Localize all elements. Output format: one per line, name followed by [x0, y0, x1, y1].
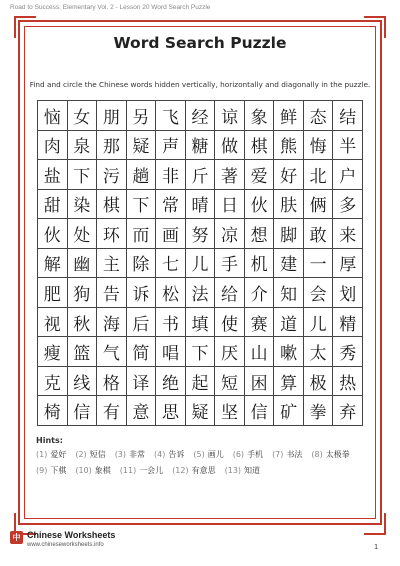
grid-cell[interactable]: 简	[127, 337, 157, 367]
hint-word: 太极拳	[325, 450, 350, 459]
corner-ornament-bottom-right	[364, 513, 386, 535]
grid-cell[interactable]: 染	[68, 190, 98, 220]
grid-cell[interactable]: 填	[186, 308, 216, 338]
hint-word: 手机	[247, 450, 264, 459]
grid-cell[interactable]: 极	[304, 367, 334, 397]
grid-cell[interactable]: 一	[304, 249, 334, 279]
grid-cell[interactable]: 山	[245, 337, 275, 367]
grid-cell[interactable]: 厌	[215, 337, 245, 367]
hint-item	[233, 450, 263, 460]
hint-number: (12)	[172, 466, 189, 475]
grid-cell[interactable]: 书	[156, 308, 186, 338]
grid-cell[interactable]: 另	[127, 101, 157, 131]
grid-cell[interactable]: 日	[215, 190, 245, 220]
hints-list	[36, 450, 366, 476]
grid-cell[interactable]: 篮	[68, 337, 98, 367]
grid-cell[interactable]: 脚	[274, 219, 304, 249]
grid-cell[interactable]: 给	[215, 278, 245, 308]
hint-number: (6)	[232, 450, 245, 459]
grid-cell[interactable]: 秋	[68, 308, 98, 338]
grid-cell[interactable]: 精	[333, 308, 363, 338]
page-title: Word Search Puzzle	[113, 34, 287, 52]
grid-cell[interactable]: 努	[186, 219, 216, 249]
hint-number: (9)	[36, 466, 48, 475]
hint-item	[154, 450, 184, 460]
grid-cell[interactable]: 唱	[156, 337, 186, 367]
grid-cell[interactable]: 下	[127, 190, 157, 220]
grid-cell[interactable]: 后	[127, 308, 157, 338]
grid-cell[interactable]: 气	[97, 337, 127, 367]
grid-cell[interactable]: 译	[127, 367, 157, 397]
hint-number: (5)	[193, 450, 205, 459]
grid-cell[interactable]: 非	[156, 160, 186, 190]
grid-cell[interactable]: 线	[68, 367, 98, 397]
grid-cell[interactable]: 北	[304, 160, 334, 190]
grid-cell[interactable]: 有	[97, 396, 127, 426]
grid-cell[interactable]: 结	[333, 101, 363, 131]
grid-cell[interactable]: 椅	[38, 396, 68, 426]
instruction-text: Find and circle the Chinese words hidden vertically, horizontally and diagonally in the puzzle.	[29, 80, 371, 89]
hint-number: (1)	[36, 450, 48, 459]
grid-cell[interactable]: 象	[245, 101, 275, 131]
grid-cell[interactable]: 常	[156, 190, 186, 220]
grid-cell[interactable]: 熊	[274, 131, 304, 161]
grid-cell[interactable]: 嗽	[274, 337, 304, 367]
hint-number: (4)	[154, 450, 166, 459]
grid-cell[interactable]: 解	[38, 249, 68, 279]
grid-cell[interactable]: 机	[245, 249, 275, 279]
grid-cell[interactable]: 信	[68, 396, 98, 426]
hint-number: (11)	[119, 466, 137, 475]
grid-cell[interactable]: 短	[215, 367, 245, 397]
grid-cell[interactable]: 谅	[215, 101, 245, 131]
grid-cell[interactable]: 多	[333, 190, 363, 220]
grid-cell[interactable]: 恼	[38, 101, 68, 131]
grid-cell[interactable]: 秀	[333, 337, 363, 367]
grid-cell[interactable]: 棋	[245, 131, 275, 161]
grid-cell[interactable]: 主	[97, 249, 127, 279]
grid-cell[interactable]: 半	[333, 131, 363, 161]
hints-heading: Hints:	[36, 436, 63, 445]
grid-cell[interactable]: 那	[97, 131, 127, 161]
grid-cell[interactable]: 爱	[245, 160, 275, 190]
grid-cell[interactable]: 俩	[304, 190, 334, 220]
grid-cell[interactable]: 处	[68, 219, 98, 249]
grid-cell[interactable]: 态	[304, 101, 334, 131]
grid-cell[interactable]: 瘦	[38, 337, 68, 367]
grid-cell[interactable]: 晴	[186, 190, 216, 220]
grid-cell[interactable]: 疑	[186, 396, 216, 426]
grid-cell[interactable]: 诉	[127, 278, 157, 308]
hint-word: 告诉	[168, 450, 185, 459]
hint-number: (10)	[75, 466, 92, 475]
grid-cell[interactable]: 飞	[156, 101, 186, 131]
hint-item	[272, 450, 302, 460]
hint-word: 书法	[286, 450, 303, 459]
hint-word: 一会儿	[139, 466, 164, 475]
grid-cell[interactable]: 肤	[274, 190, 304, 220]
grid-cell[interactable]: 肉	[38, 131, 68, 161]
grid-cell[interactable]: 视	[38, 308, 68, 338]
grid-cell[interactable]: 肥	[38, 278, 68, 308]
grid-cell[interactable]: 趟	[127, 160, 157, 190]
grid-cell[interactable]: 拳	[304, 396, 334, 426]
grid-cell[interactable]: 著	[215, 160, 245, 190]
hint-item	[75, 450, 105, 460]
grid-cell[interactable]: 好	[274, 160, 304, 190]
hint-item	[36, 450, 66, 460]
hint-word: 短信	[89, 450, 106, 459]
grid-cell[interactable]: 弃	[333, 396, 363, 426]
grid-cell[interactable]: 克	[38, 367, 68, 397]
grid-cell[interactable]: 坚	[215, 396, 245, 426]
grid-cell[interactable]: 狗	[68, 278, 98, 308]
grid-cell[interactable]: 思	[156, 396, 186, 426]
brand-logo-icon: 中	[10, 531, 23, 544]
grid-cell[interactable]: 告	[97, 278, 127, 308]
page-number: 1	[374, 544, 378, 551]
grid-cell[interactable]: 户	[333, 160, 363, 190]
hint-item	[120, 466, 163, 476]
grid-cell[interactable]: 儿	[304, 308, 334, 338]
grid-cell[interactable]: 手	[215, 249, 245, 279]
grid-cell[interactable]: 算	[274, 367, 304, 397]
grid-cell[interactable]: 格	[97, 367, 127, 397]
grid-cell[interactable]: 困	[245, 367, 275, 397]
hint-item	[311, 450, 349, 460]
grid-cell[interactable]: 下	[68, 160, 98, 190]
grid-cell[interactable]: 想	[245, 219, 275, 249]
grid-cell[interactable]: 女	[68, 101, 98, 131]
grid-cell[interactable]: 来	[333, 219, 363, 249]
grid-cell[interactable]: 声	[156, 131, 186, 161]
grid-cell[interactable]: 凉	[215, 219, 245, 249]
grid-cell[interactable]: 法	[186, 278, 216, 308]
grid-cell[interactable]: 污	[97, 160, 127, 190]
grid-cell[interactable]: 七	[156, 249, 186, 279]
grid-cell[interactable]: 除	[127, 249, 157, 279]
grid-cell[interactable]: 伙	[38, 219, 68, 249]
grid-cell[interactable]: 疑	[127, 131, 157, 161]
grid-cell[interactable]: 太	[304, 337, 334, 367]
grid-cell[interactable]: 画	[156, 219, 186, 249]
hint-item	[193, 450, 223, 460]
grid-cell[interactable]: 建	[274, 249, 304, 279]
hint-number: (2)	[75, 450, 87, 459]
grid-cell[interactable]: 使	[215, 308, 245, 338]
hint-word: 下棋	[50, 466, 67, 475]
grid-cell[interactable]: 而	[127, 219, 157, 249]
word-search-grid	[37, 100, 363, 426]
footer-url: www.chineseworksheets.info	[27, 542, 104, 548]
grid-cell[interactable]: 儿	[186, 249, 216, 279]
grid-cell[interactable]: 介	[245, 278, 275, 308]
grid-cell[interactable]: 厚	[333, 249, 363, 279]
hint-word: 象棋	[94, 466, 111, 475]
grid-cell[interactable]: 划	[333, 278, 363, 308]
grid-cell[interactable]: 鲜	[274, 101, 304, 131]
grid-cell[interactable]: 盐	[38, 160, 68, 190]
footer-brand: Chinese Worksheets	[27, 530, 116, 540]
hint-word: 画儿	[207, 450, 224, 459]
grid-cell[interactable]: 热	[333, 367, 363, 397]
hint-item	[36, 466, 66, 476]
hint-word: 知道	[244, 466, 261, 475]
hint-number: (7)	[272, 450, 284, 459]
document-header: Road to Success: Elementary Vol. 2 - Lesson 20 Word Search Puzzle	[10, 4, 211, 11]
grid-cell[interactable]: 起	[186, 367, 216, 397]
hint-word: 有意思	[191, 466, 216, 475]
hint-item	[115, 450, 145, 460]
grid-cell[interactable]: 海	[97, 308, 127, 338]
grid-cell[interactable]: 下	[186, 337, 216, 367]
hint-word: 爱好	[50, 450, 67, 459]
grid-cell[interactable]: 环	[97, 219, 127, 249]
grid-cell[interactable]: 做	[215, 131, 245, 161]
grid-cell[interactable]: 斤	[186, 160, 216, 190]
grid-cell[interactable]: 意	[127, 396, 157, 426]
grid-cell[interactable]: 松	[156, 278, 186, 308]
grid-cell[interactable]: 赛	[245, 308, 275, 338]
grid-cell[interactable]: 经	[186, 101, 216, 131]
hint-item	[75, 466, 110, 476]
grid-cell[interactable]: 知	[274, 278, 304, 308]
grid-cell[interactable]: 棋	[97, 190, 127, 220]
grid-cell[interactable]: 甜	[38, 190, 68, 220]
hint-number: (13)	[224, 466, 242, 475]
hint-number: (3)	[114, 450, 127, 459]
hint-item	[172, 466, 215, 476]
grid-cell[interactable]: 矿	[274, 396, 304, 426]
grid-cell[interactable]: 信	[245, 396, 275, 426]
grid-cell[interactable]: 伙	[245, 190, 275, 220]
grid-cell[interactable]: 悔	[304, 131, 334, 161]
grid-cell[interactable]: 会	[304, 278, 334, 308]
grid-cell[interactable]: 绝	[156, 367, 186, 397]
grid-cell[interactable]: 幽	[68, 249, 98, 279]
grid-cell[interactable]: 敢	[304, 219, 334, 249]
grid-cell[interactable]: 道	[274, 308, 304, 338]
hint-item	[225, 466, 260, 476]
hint-number: (8)	[311, 450, 323, 459]
hint-word: 非常	[129, 450, 146, 459]
grid-cell[interactable]: 糖	[186, 131, 216, 161]
grid-cell[interactable]: 泉	[68, 131, 98, 161]
grid-cell[interactable]: 朋	[97, 101, 127, 131]
